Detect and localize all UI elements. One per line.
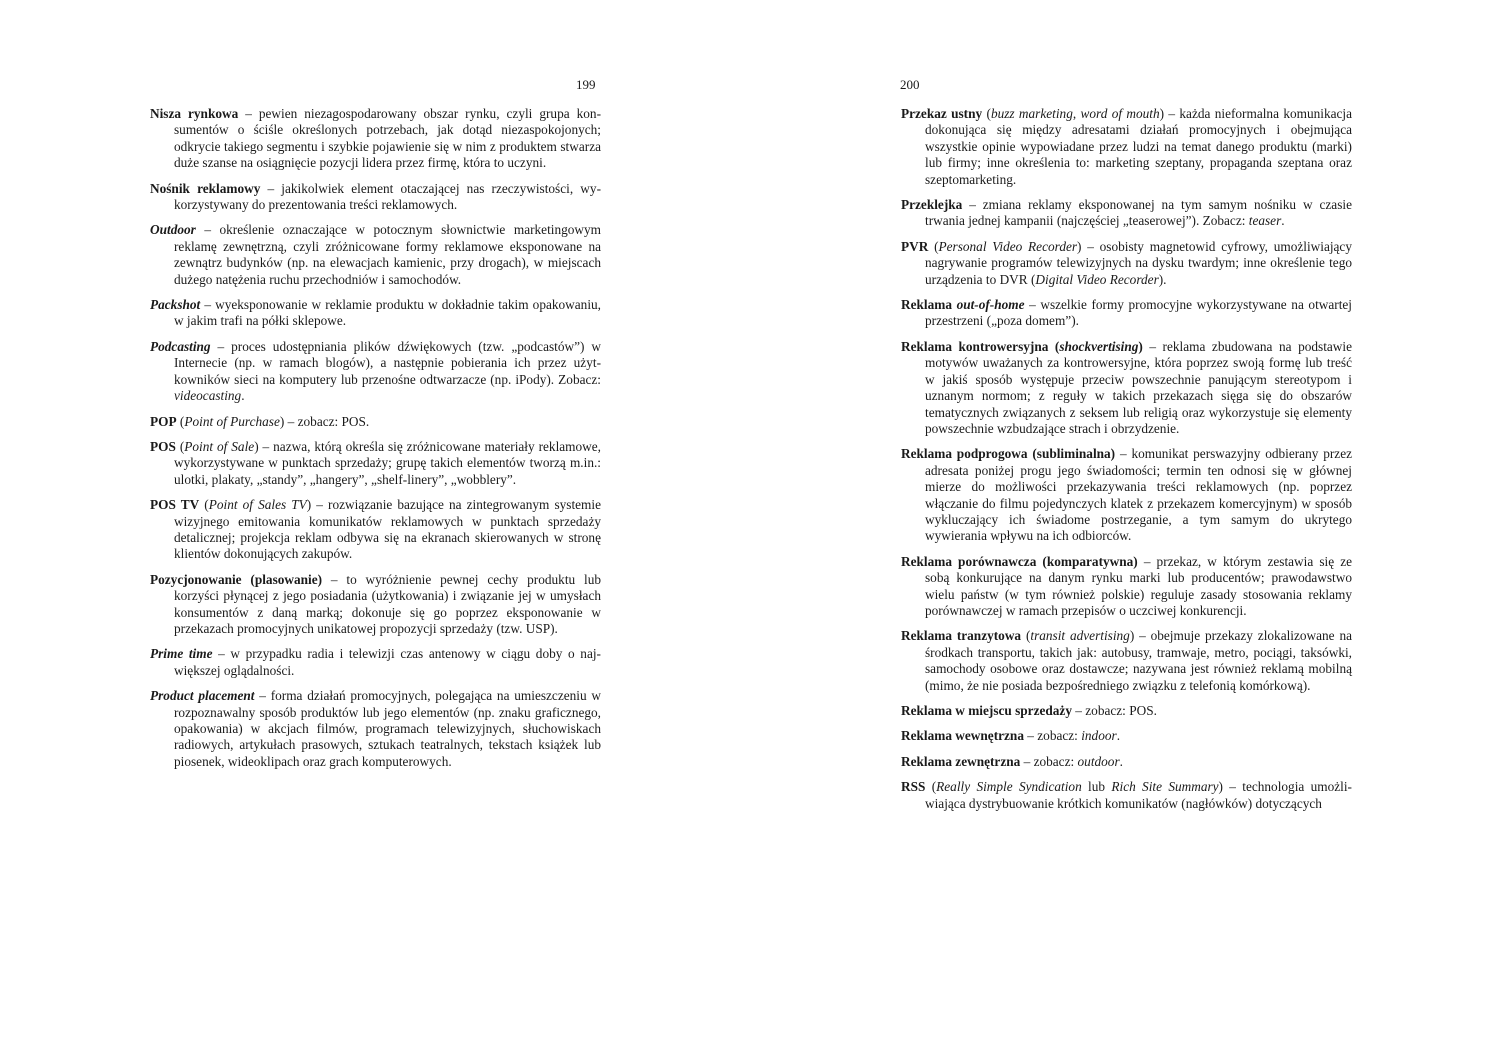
punctuation: ).	[1158, 271, 1167, 287]
entry-pozycjonowanie	[150, 572, 601, 638]
entry-definition: ) – osobisty magnetowid cyfrowy, umożliwiający nagrywanie programów telewizyjnych na dysku twardym; inne określenie tego urządzenia to DVR (	[925, 238, 1352, 287]
entry-term-italic: shockvertising	[1059, 338, 1139, 354]
cross-reference: outdoor	[1077, 753, 1120, 769]
entry-pop	[150, 414, 601, 430]
entry-term: Przekaz ustny	[901, 106, 983, 121]
entry-definition: – wszelkie formy promocyjne wykorzystywane na otwartej przestrzeni („poza domem”).	[925, 297, 1352, 329]
entry-definition: – w przypadku radia i telewizji czas antenowy w ciągu doby o największej oglądalności.	[174, 646, 601, 678]
entry-rss	[901, 779, 1352, 812]
entry-definition: ) – nazwa, którą określa się zróżnicowane materiały reklamowe, wykorzystywane w punktach sprzedaży; grupę takich elementów tworzą m.in.: ulotki, plakaty, „standy”, „hangery”, „shelf-linery”, „wobblery”.	[174, 438, 601, 487]
punctuation: (	[928, 238, 939, 254]
page-number: 199	[576, 77, 596, 92]
entry-reklama-kontrowersyjna	[901, 339, 1352, 437]
entry-definition: – forma działań promocyjnych, polegająca na umieszczeniu w rozpoznawalny sposób produktów lub jego elementów (np. znaku graficznego, opakowania) w akcjach filmów, programach telewizyjnych, słuchowiskach radiowych, artykułach prasowych, sztukach teatralnych, tekstach książek lub piosenek, wideoklipach oraz grach komputerowych.	[174, 688, 601, 769]
entry-expansion: Point of Purchase	[184, 413, 280, 429]
entry-definition: – zobacz:	[1023, 728, 1082, 744]
punctuation: (	[199, 497, 209, 513]
entry-term: Pozycjonowanie (plasowanie)	[150, 571, 323, 587]
entry-term: POS	[150, 438, 176, 454]
punctuation: .	[241, 388, 245, 404]
entry-definition: – wyeksponowanie w reklamie produktu w dokładnie takim opakowaniu, w jakim trafi na półki sklepowe.	[174, 297, 601, 329]
entry-reklama-out-of-home	[901, 297, 1352, 330]
entry-pos-tv	[150, 497, 601, 563]
entry-definition: – jakikolwiek element otaczającej nas rzeczywistości, wykorzystywany do prezentowania treści reklamowych.	[174, 180, 601, 213]
punctuation: (	[1021, 628, 1031, 644]
entry-expansion: Personal Video Recorder	[938, 238, 1078, 254]
entry-term: Nisza rynkowa	[150, 106, 239, 121]
entry-definition: – określenie oznaczające w potocznym słownictwie marketingowym reklamę zewnętrzną, czyli zróżnicowane formy reklamowe eksponowane na zewnątrz budynków (np. na elewacjach kamienic, przy drogach), w miejscach dużego natężenia ruchu przechodniów i samochodów.	[174, 222, 601, 287]
cross-reference: indoor	[1081, 728, 1117, 744]
entry-term-italic: out-of-home	[956, 297, 1025, 313]
entry-term: PVR	[901, 238, 929, 254]
punctuation: (	[982, 106, 991, 121]
entry-term: Reklama porównawcza (komparatywna)	[901, 553, 1138, 569]
entry-term: Reklama tranzytowa	[901, 628, 1022, 644]
entry-outdoor	[150, 222, 601, 288]
entry-expansion: Point of Sale	[184, 438, 255, 454]
entry-reklama-tranzytowa	[901, 628, 1352, 694]
punctuation: .	[1116, 728, 1121, 744]
cross-reference: teaser	[1248, 213, 1282, 229]
entry-definition: ) – każda nieformalna komunikacja dokonująca się między adresatami działań promocyjnych i obejmująca wszystkie opinie wypowiadane przez ludzi na temat danego produktu (marki) lub firmy; inne określenia to: marketing szeptany, propaganda szeptana oraz szeptomarketing.	[925, 106, 1352, 187]
entry-definition: – reklama zbudowana na podstawie motywów uważanych za kontrowersyjne, która poprzez swoją formę lub treść w jakiś sposób występuje przeciw powszechnie panującym stereotypom i uznanym normom; z reguły w takich przekazach sięga się do obszarów tematycznych związanych z seksem lub religią oraz wykorzystuje się elementy powszechnie wzbudzające strach i obrzydzenie.	[925, 338, 1352, 436]
entry-term: Reklama wewnętrzna	[901, 728, 1024, 744]
entry-expansion: word of mouth	[1080, 106, 1160, 121]
entry-term: Reklama podprogowa (subliminalna)	[901, 446, 1116, 462]
punctuation: lub	[1081, 779, 1112, 795]
entry-definition: – zmiana reklamy eksponowanej na tym samym nośniku w czasie trwania jednej kampanii (najczęściej „teaserowej”). Zobacz:	[925, 197, 1352, 229]
entry-term: Prime time	[150, 646, 213, 662]
entry-definition: – przekaz, w którym zestawia się ze sobą konkurujące na danym rynku marki lub producentów; prawodawstwo wielu państw (w tym również polskie) reguluje zasady stosowania reklamy porównawczej w ramach przepisów o uczciwej konkurencji.	[925, 553, 1353, 618]
punctuation: (	[175, 438, 185, 454]
entry-reklama-w-miejscu-sprzedazy	[901, 703, 1352, 719]
punctuation: ,	[1072, 106, 1081, 121]
entry-prime-time	[150, 646, 601, 679]
entry-term: Nośnik reklamowy	[150, 180, 261, 196]
right-page	[750, 0, 1500, 1061]
entry-expansion: Point of Sales TV	[208, 497, 307, 513]
entry-definition: ) – technologia umożliwiająca dystrybuowanie krótkich komunikatów (nagłówków) dotyczących	[925, 779, 1352, 811]
entry-term: Przeklejka	[901, 197, 963, 213]
entry-expansion: Rich Site Summary	[1111, 779, 1219, 795]
entry-expansion: Really Simple Syndication	[936, 779, 1082, 795]
entry-podcasting	[150, 339, 601, 405]
entry-term: Outdoor	[150, 222, 196, 238]
entry-definition: ) – zobacz: POS.	[279, 413, 370, 429]
entry-pvr	[901, 239, 1352, 288]
entry-nosnik-reklamowy	[150, 181, 601, 214]
entry-term: Reklama w miejscu sprzedaży	[901, 703, 1072, 718]
entry-reklama-zewnetrzna	[901, 754, 1352, 770]
entry-definition: – proces udostępniania plików dźwiękowych (tzw. „podcastów”) w Internecie (np. w ramach blogów), a następnie pobierania ich przez użytkowników sieci na komputery lub przenośne odtwarzacze (np. iPody). Zobacz:	[174, 338, 601, 387]
glossary-column	[150, 106, 601, 779]
entry-reklama-porownawcza	[901, 554, 1352, 620]
glossary-column	[901, 106, 1352, 821]
punctuation: .	[1119, 753, 1123, 769]
punctuation: (	[925, 779, 937, 795]
punctuation: (	[176, 413, 185, 429]
entry-definition: – komunikat perswazyjny odbierany przez adresata poniżej progu jego świadomości; termin ten odnosi się w głównej mierze do możliwości przekazywania treści reklamowych (np. poprzez włączanie do filmu pojedynczych klatek z przekazem komercyjnym) w sposób wykluczający ich świadome postrzeganie, a tym samym do ukrytego wywierania wpływu na ich odbiorców.	[925, 446, 1352, 544]
entry-term: Reklama zewnętrzna	[901, 753, 1021, 769]
entry-term-close: )	[1138, 338, 1143, 354]
entry-pos	[150, 439, 601, 488]
entry-reklama-wewnetrzna	[901, 728, 1352, 744]
entry-term: POS TV	[150, 497, 200, 513]
entry-term: RSS	[901, 779, 926, 795]
punctuation: .	[1281, 213, 1285, 229]
entry-definition: – zobacz:	[1020, 753, 1078, 769]
entry-przeklejka	[901, 197, 1352, 230]
entry-reklama-podprogowa	[901, 446, 1352, 544]
entry-term: Product placement	[150, 688, 255, 704]
entry-definition: – to wyróżnienie pewnej cechy produktu lub korzyści płynącej z jego posiadania (użytkowania) i związanie jej w umysłach konsumentów z daną marką; dokonuje się go poprzez eksponowanie w przekazach promocyjnych unikatowej propozycji sprzedaży (tzw. USP).	[174, 571, 601, 636]
entry-definition: – pewien niezagospodarowany obszar rynku, czyli grupa konsumentów o ściśle określonych potrzebach, jak dotąd niezaspokojonych; odkrycie takiego segmentu i szybkie pojawienie się w nim z produktem stwarza duże szanse na osiągnięcie pozycji lidera przez firmę, która to uczyni.	[174, 106, 601, 171]
entry-packshot	[150, 297, 601, 330]
entry-term: Podcasting	[150, 338, 211, 354]
entry-term: Packshot	[150, 297, 201, 313]
entry-term: Reklama kontrowersyjna (	[901, 338, 1060, 354]
entry-expansion: buzz marketing	[990, 106, 1073, 121]
entry-przekaz-ustny	[901, 106, 1352, 188]
cross-reference: videocasting	[174, 388, 242, 404]
entry-expansion: transit advertising	[1030, 628, 1130, 644]
entry-nisza-rynkowa	[150, 106, 601, 172]
entry-product-placement	[150, 688, 601, 770]
entry-definition: – zobacz: POS.	[1071, 703, 1157, 718]
page-number: 200	[900, 77, 920, 92]
entry-definition: ) – obejmuje przekazy zlokalizowane na środkach transportu, takich jak: autobusy, tramwaje, metro, pociągi, taksówki, samochody osobowe oraz dostawcze; nazywana jest również reklamą mobilną (mimo, że nie posiada bezpośredniego związku z telefonią komórkową).	[925, 628, 1352, 693]
entry-term: Reklama	[901, 297, 957, 313]
entry-definition: ) – rozwiązanie bazujące na zintegrowanym systemie wizyjnego emitowania komunikatów reklamowych w punktach sprzedaży detalicznej; projekcja reklam odbywa się na ekranach skierowanych w stronę klientów dokonujących zakupów.	[174, 497, 601, 562]
entry-expansion: Digital Video Recorder	[1035, 271, 1159, 287]
entry-term: POP	[150, 413, 177, 429]
